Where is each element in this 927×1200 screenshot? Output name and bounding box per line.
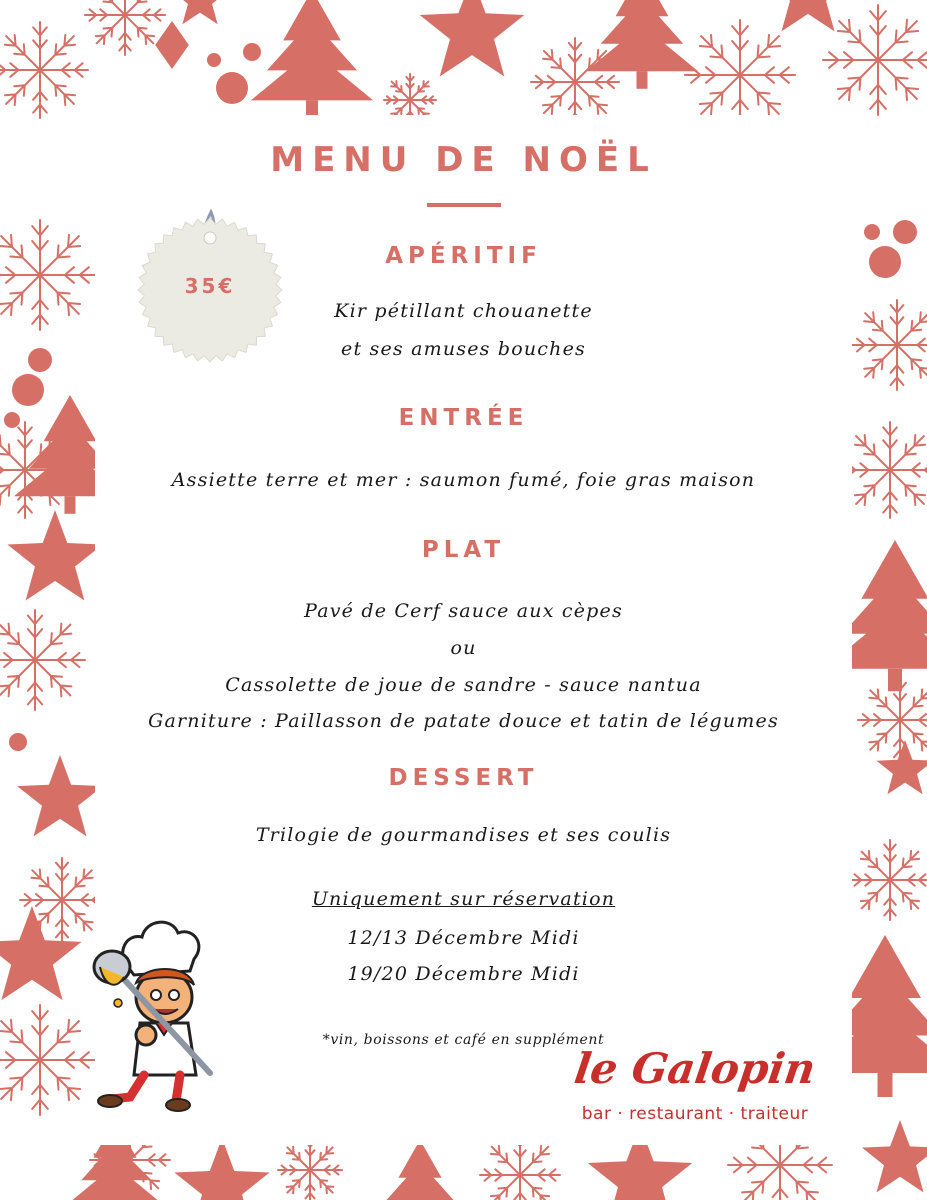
snowflake-icon: [823, 5, 927, 115]
christmas-tree-trunk: [637, 71, 648, 89]
snowflake-icon: [85, 0, 165, 55]
brand-logo: le Galopin: [571, 1044, 819, 1093]
ornament-dot: [864, 224, 880, 240]
reservation-date: 19/20 Décembre Midi: [347, 963, 580, 985]
ornament-dot: [893, 220, 917, 244]
christmas-tree-trunk: [878, 1073, 893, 1097]
snowflake-icon: [278, 1138, 342, 1200]
star-icon: [420, 0, 525, 77]
christmas-tree-icon: [586, 0, 698, 71]
star-icon: [172, 0, 229, 24]
brand-tagline: bar · restaurant · traiteur: [581, 1104, 809, 1124]
entree-line: Assiette terre et mer : saumon fumé, foie gras maison: [171, 469, 756, 491]
snowflake-icon: [0, 22, 88, 118]
section-heading-aperitif: APÉRITIF: [385, 243, 542, 269]
chef-mascot-icon: [90, 905, 230, 1115]
christmas-tree-icon: [374, 1140, 466, 1200]
plat-line: Pavé de Cerf sauce aux cèpes: [304, 600, 623, 622]
star-icon: [862, 1120, 927, 1192]
price-label: 35€: [184, 274, 236, 298]
section-heading-dessert: DESSERT: [388, 765, 539, 791]
snowflake-icon: [685, 20, 795, 130]
ornament-dot: [243, 43, 261, 61]
plat-line: ou: [450, 637, 477, 659]
ornament-dot: [12, 374, 44, 406]
aperitif-line: Kir pétillant chouanette: [334, 300, 593, 322]
ornament-dot: [9, 733, 27, 751]
star-icon: [174, 1138, 269, 1200]
ornament-dot: [216, 72, 248, 104]
aperitif-line: et ses amuses bouches: [341, 338, 586, 360]
ornament-dot: [207, 53, 221, 67]
plat-line: Cassolette de joue de sandre - sauce nantua: [225, 674, 702, 696]
snowflake-icon: [531, 38, 619, 126]
reservation-date: 12/13 Décembre Midi: [347, 927, 580, 949]
reservation-heading: Uniquement sur réservation: [311, 888, 616, 910]
christmas-tree-icon: [251, 0, 373, 100]
footnote: *vin, boissons et café en supplément: [322, 1032, 605, 1048]
section-heading-entree: ENTRÉE: [398, 405, 529, 431]
snowflake-icon: [0, 1005, 95, 1115]
page-title: MENU DE NOËL: [270, 140, 657, 180]
title-divider: [427, 203, 501, 207]
section-heading-plat: PLAT: [421, 537, 506, 563]
star-icon: [765, 0, 851, 31]
plat-line: Garniture : Paillasson de patate douce et tatin de légumes: [148, 710, 779, 732]
diamond-ornament: [155, 21, 189, 69]
christmas-tree-trunk: [65, 496, 76, 514]
dessert-line: Trilogie de gourmandises et ses coulis: [255, 824, 672, 846]
